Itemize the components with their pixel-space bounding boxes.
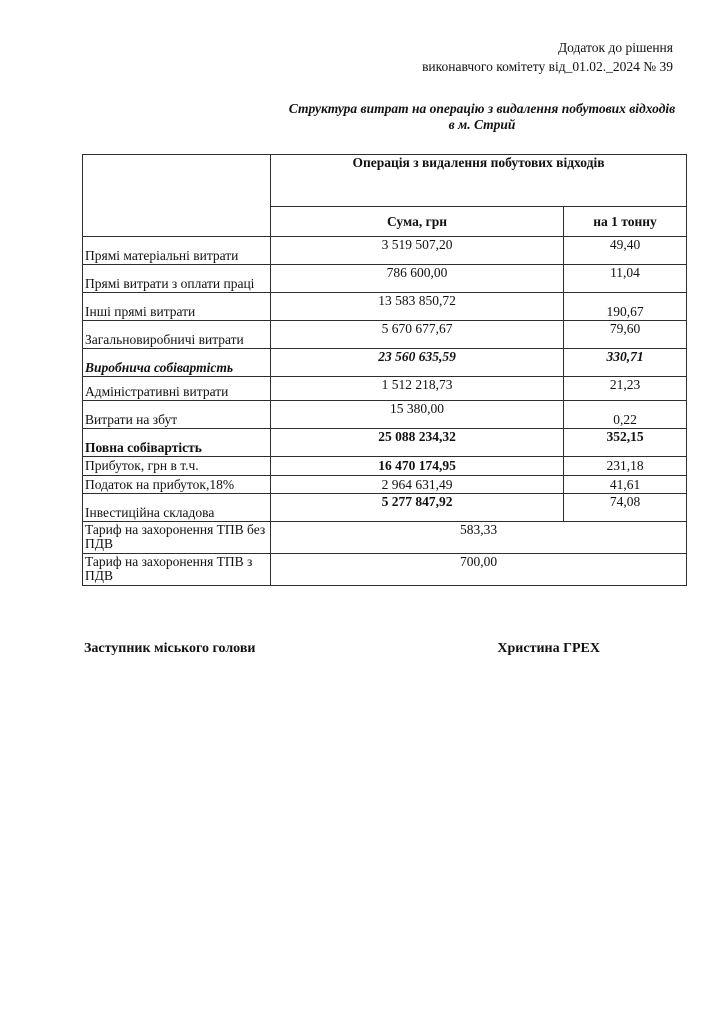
row-label: Інвестиційна складова (83, 494, 271, 522)
row-per-ton: 352,15 (564, 429, 687, 457)
table-header-group-row (83, 155, 687, 207)
table-row-administrative (83, 377, 687, 401)
row-sum: 16 470 174,95 (271, 457, 564, 476)
table-row-overhead (83, 321, 687, 349)
table-row-production-cost (83, 349, 687, 377)
row-label: Прибуток, грн в т.ч. (83, 457, 271, 476)
signature-position: Заступник міського голови (84, 641, 256, 656)
row-per-ton: 79,60 (564, 321, 687, 349)
row-sum: 5 670 677,67 (271, 321, 564, 349)
row-label: Інші прямі витрати (83, 293, 271, 321)
row-label: Загальновиробничі витрати (83, 321, 271, 349)
cost-table (82, 154, 687, 586)
row-label: Повна собівартість (83, 429, 271, 457)
col-header-per-ton: на 1 тонну (564, 207, 687, 237)
row-sum: 23 560 635,59 (271, 349, 564, 377)
row-per-ton: 330,71 (564, 349, 687, 377)
signature-name: Христина ГРЕХ (497, 641, 600, 656)
header-note (422, 38, 673, 76)
row-per-ton: 190,67 (564, 293, 687, 321)
row-per-ton: 0,22 (564, 401, 687, 429)
row-sum: 25 088 234,32 (271, 429, 564, 457)
row-per-ton: 231,18 (564, 457, 687, 476)
row-sum: 2 964 631,49 (271, 476, 564, 494)
row-label: Адміністративні витрати (83, 377, 271, 401)
table-row-direct-labor (83, 265, 687, 293)
row-label: Виробнича собівартість (83, 349, 271, 377)
corner-cell (83, 155, 271, 237)
row-label: Податок на прибуток,18% (83, 476, 271, 494)
row-label: Прямі матеріальні витрати (83, 237, 271, 265)
row-sum: 13 583 850,72 (271, 293, 564, 321)
row-sum: 3 519 507,20 (271, 237, 564, 265)
row-merged-value: 700,00 (271, 554, 687, 586)
table-row-sales-costs (83, 401, 687, 429)
row-label: Прямі витрати з оплати праці (83, 265, 271, 293)
table-row-tariff-with-vat (83, 554, 687, 586)
signature-block (84, 641, 600, 657)
doc-title-line2: в м. Стрий (448, 117, 516, 132)
doc-title (276, 101, 688, 133)
group-header-cell: Операція з видалення побутових відходів (271, 155, 687, 207)
row-per-ton: 41,61 (564, 476, 687, 494)
header-note-line2: виконавчого комітету від_01.02._2024 № 39 (422, 59, 673, 74)
row-sum: 1 512 218,73 (271, 377, 564, 401)
doc-title-line1: Структура витрат на операцію з видалення побутових відходів (288, 101, 676, 116)
row-sum: 15 380,00 (271, 401, 564, 429)
header-note-line1: Додаток до рішення (557, 40, 673, 55)
table-row-profit (83, 457, 687, 476)
row-per-ton: 49,40 (564, 237, 687, 265)
row-sum: 786 600,00 (271, 265, 564, 293)
row-merged-value: 583,33 (271, 522, 687, 554)
table-row-other-direct (83, 293, 687, 321)
table-row-direct-material (83, 237, 687, 265)
row-per-ton: 21,23 (564, 377, 687, 401)
table-row-investment-component (83, 494, 687, 522)
row-label: Тариф на захоронення ТПВ з ПДВ (83, 554, 271, 586)
table-row-income-tax (83, 476, 687, 494)
row-per-ton: 11,04 (564, 265, 687, 293)
row-label: Тариф на захоронення ТПВ без ПДВ (83, 522, 271, 554)
col-header-sum: Сума, грн (271, 207, 564, 237)
table-row-full-cost (83, 429, 687, 457)
row-per-ton: 74,08 (564, 494, 687, 522)
row-label: Витрати на збут (83, 401, 271, 429)
table-row-tariff-without-vat (83, 522, 687, 554)
row-sum: 5 277 847,92 (271, 494, 564, 522)
